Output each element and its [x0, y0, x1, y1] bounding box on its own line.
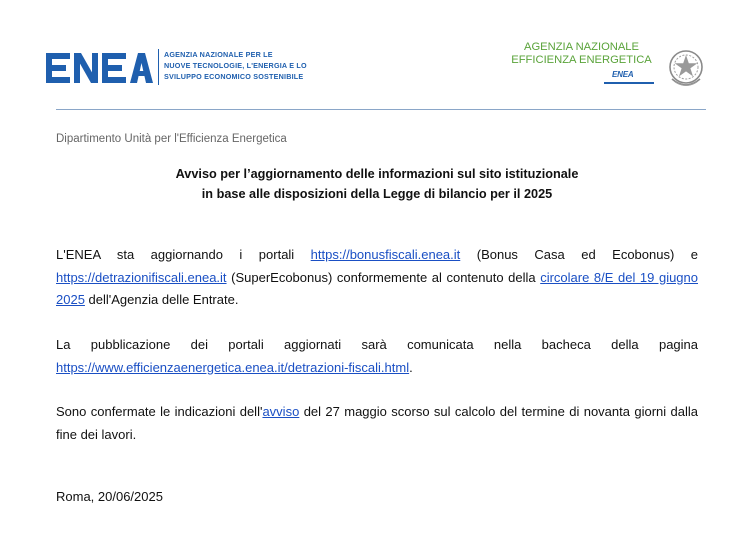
agency-line: EFFICIENZA ENERGETICA: [511, 54, 652, 66]
text-span: Sono confermate le indicazioni dell': [56, 404, 263, 419]
notice-title-line: Avviso per l’aggiornamento delle informazioni sul sito istituzionale: [175, 167, 579, 181]
enea-tagline: [164, 49, 307, 82]
header-rule: [56, 109, 706, 110]
agency-efficienza-logo: [504, 41, 659, 67]
enea-tagline-line: NUOVE TECNOLOGIE, L'ENERGIA E LO: [164, 61, 307, 70]
enea-logo-icon: [46, 49, 154, 87]
notice-title-line: in base alle disposizioni della Legge di bilancio per il 2025: [201, 187, 553, 201]
paragraph-portals: [56, 244, 698, 312]
text-span: La pubblicazione dei portali aggiornati sarà comunicata nella bacheca della pagina: [56, 337, 698, 352]
agency-enea-mark: ENEA: [612, 70, 634, 79]
paragraph-publication: [56, 334, 698, 379]
text-span: dell'Agenzia delle Entrate.: [84, 292, 239, 307]
link-bonusfiscali[interactable]: https://bonusfiscali.enea.it: [310, 247, 461, 262]
text-span: .: [409, 359, 413, 375]
link-detrazionifiscali[interactable]: https://detrazionifiscali.enea.it: [56, 269, 227, 285]
logo-divider: [158, 49, 159, 85]
department-label: Dipartimento Unità per l'Efficienza Energetica: [56, 133, 287, 145]
agency-mark-bar: [604, 82, 654, 84]
italian-republic-emblem-icon: [666, 47, 706, 91]
link-efficienzaenergetica[interactable]: https://www.efficienzaenergetica.enea.it/detrazioni-fiscali.html: [56, 359, 410, 375]
text-span: L'ENEA sta aggiornando i portali: [56, 247, 311, 262]
signoff-date: Roma, 20/06/2025: [56, 489, 163, 504]
link-avviso[interactable]: avviso: [262, 404, 300, 419]
paragraph-confirmation: [56, 401, 698, 446]
agency-line: AGENZIA NAZIONALE: [523, 41, 639, 53]
text-span: (Bonus Casa ed Ecobonus) e: [460, 247, 698, 262]
enea-tagline-line: SVILUPPO ECONOMICO SOSTENIBILE: [164, 72, 304, 81]
link-circolare[interactable]: circolare 8/E del 19 giugno 2025: [56, 269, 698, 307]
enea-tagline-line: AGENZIA NAZIONALE PER LE: [164, 50, 273, 59]
text-span: del 27 maggio scorso sul calcolo del termine di novanta giorni dalla fine dei lavori.: [56, 404, 698, 442]
text-span: (SuperEcobonus) conformemente al contenuto della: [226, 269, 541, 285]
notice-title: [56, 164, 698, 204]
